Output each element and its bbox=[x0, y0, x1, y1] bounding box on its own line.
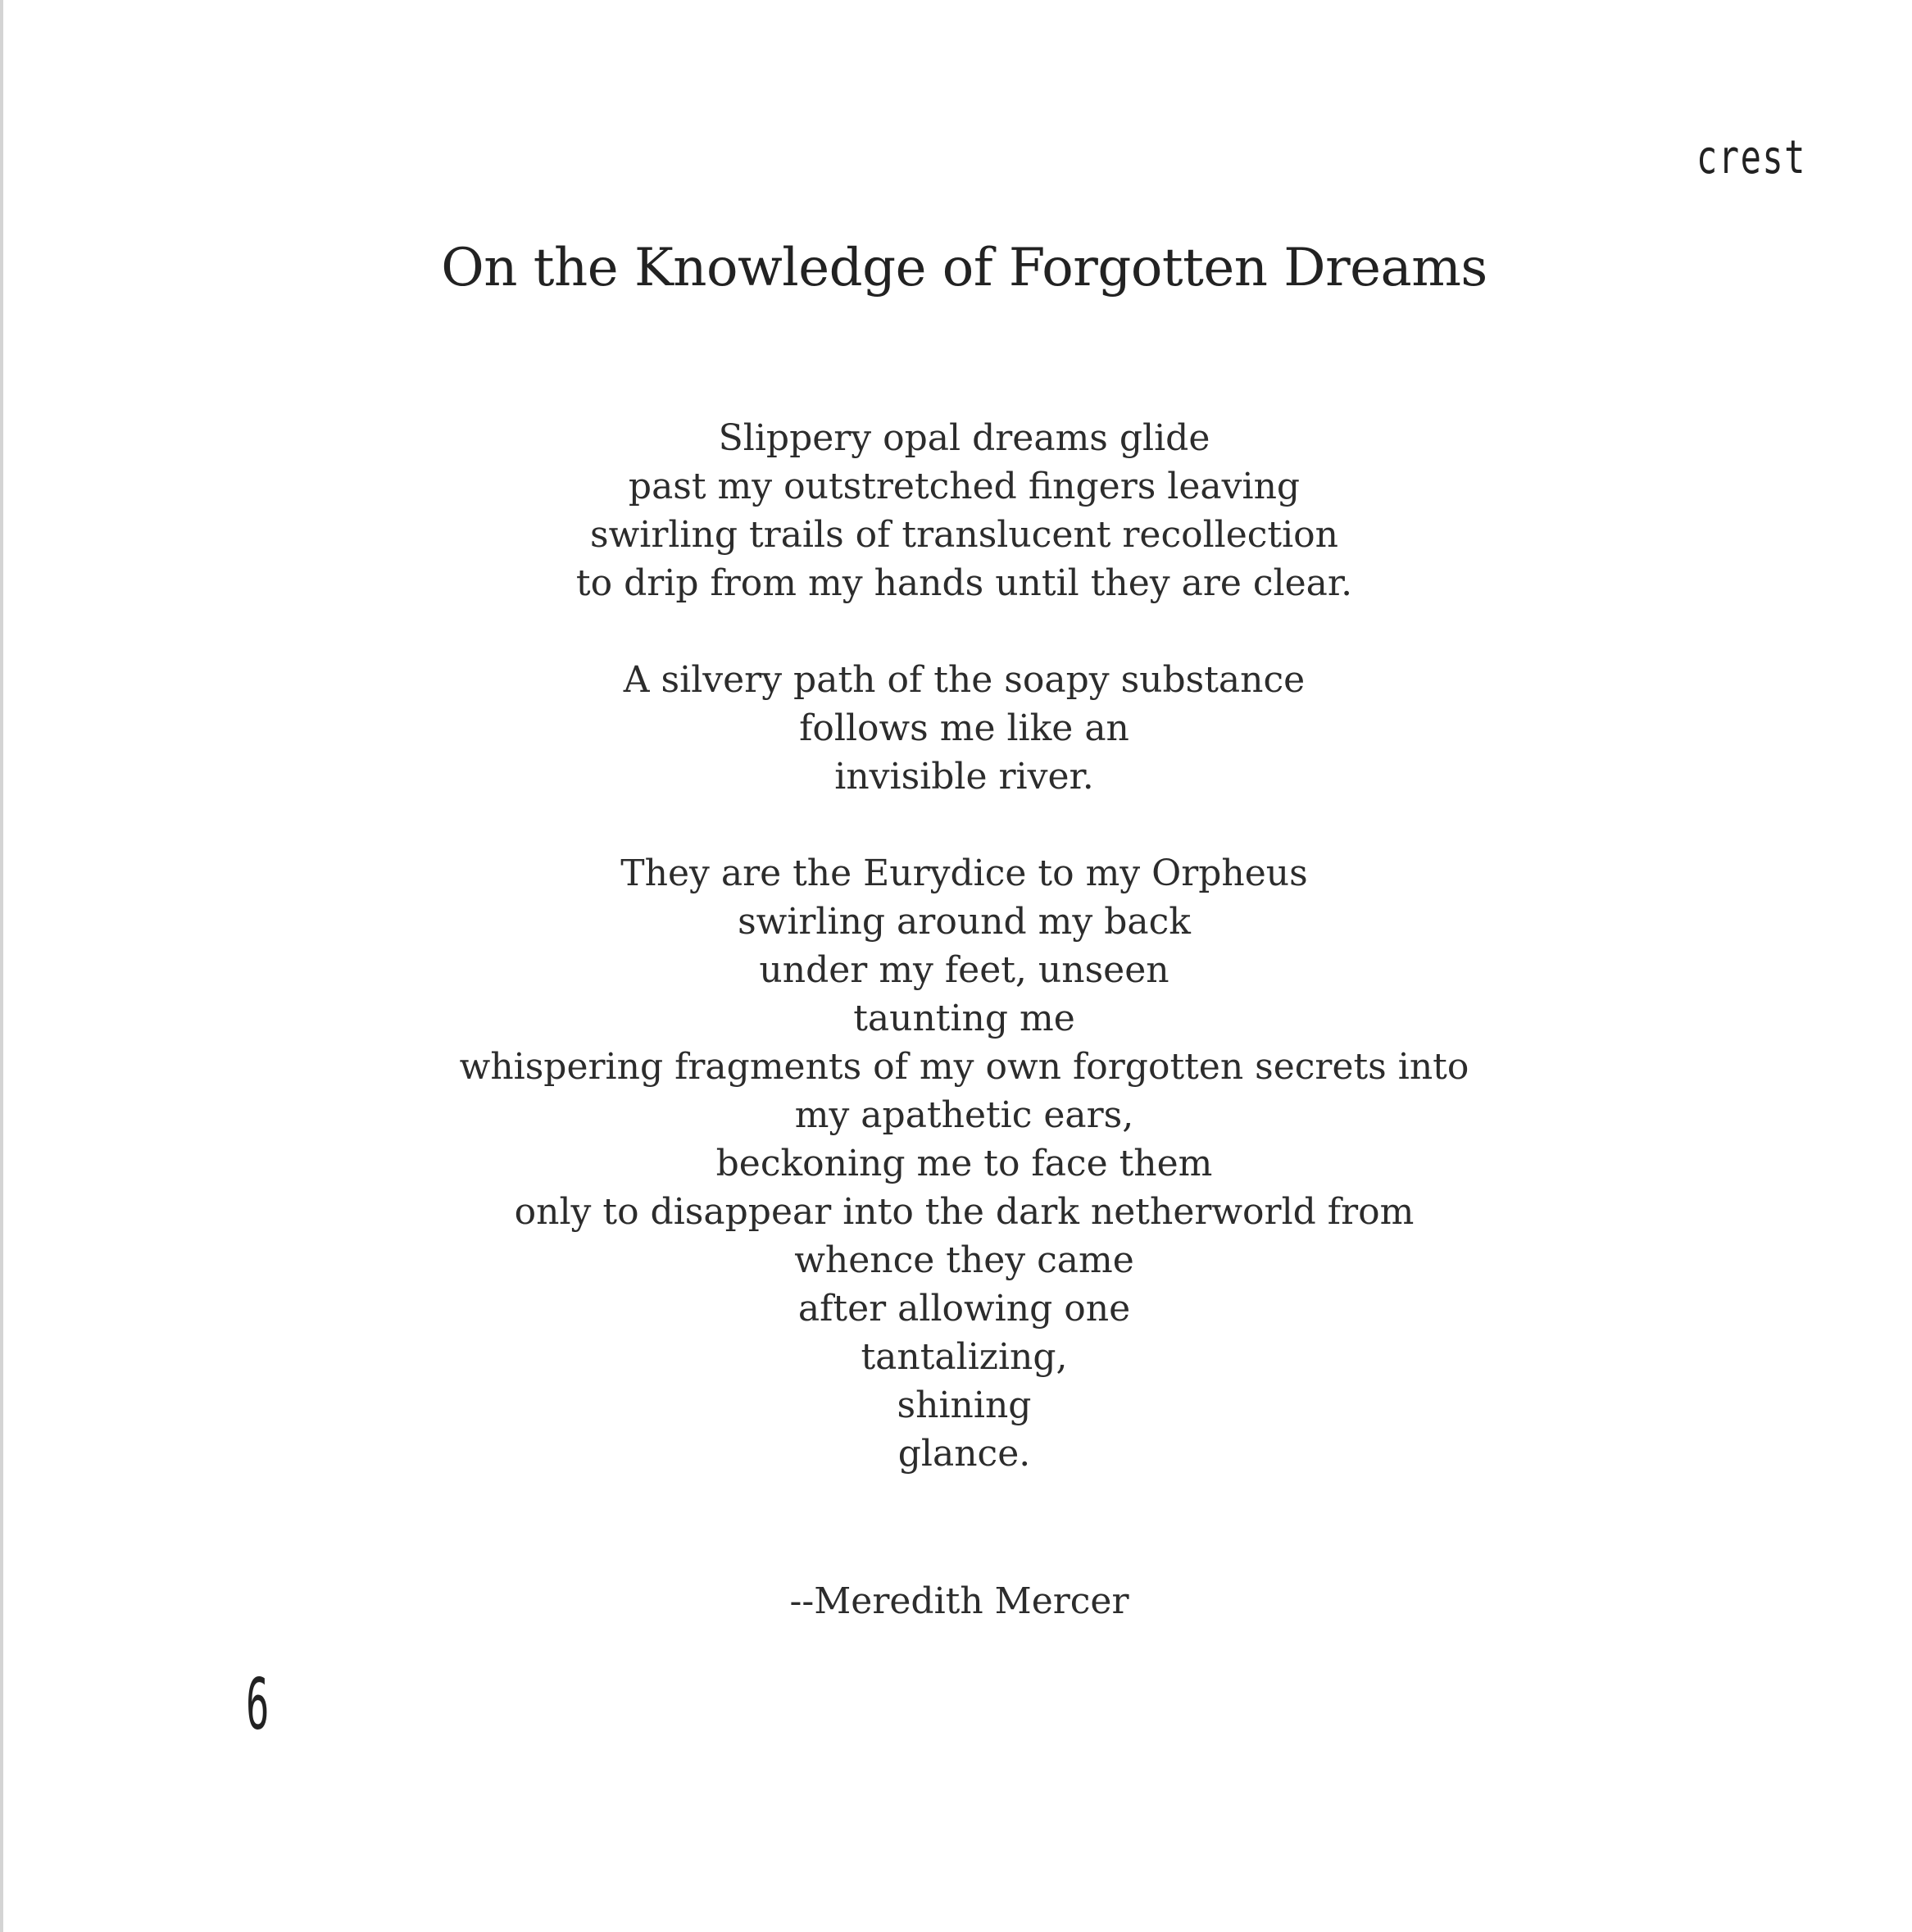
poem-line: A silvery path of the soapy substance bbox=[623, 659, 1306, 701]
poem-line: after allowing one bbox=[797, 1288, 1131, 1330]
poem-line: whence they came bbox=[794, 1239, 1134, 1281]
poem-line: They are the Eurydice to my Orpheus bbox=[620, 852, 1308, 894]
stanza-3 bbox=[16, 849, 1912, 1478]
running-head: crest bbox=[1696, 131, 1806, 184]
poem-author: --Meredith Mercer bbox=[789, 1580, 1129, 1622]
poem-body bbox=[0, 414, 1912, 1526]
poem-line: past my outstretched fingers leaving bbox=[628, 466, 1301, 507]
poem-line: follows me like an bbox=[799, 707, 1129, 749]
poem-line: Slippery opal dreams glide bbox=[718, 417, 1210, 459]
poem-line: only to disappear into the dark netherworld from bbox=[514, 1191, 1415, 1233]
poem-line: to drip from my hands until they are clear. bbox=[575, 562, 1353, 604]
stanza-2 bbox=[16, 656, 1912, 801]
poem-line: taunting me bbox=[853, 998, 1075, 1039]
poem-line: swirling around my back bbox=[738, 901, 1191, 943]
poem-line: my apathetic ears, bbox=[794, 1094, 1134, 1136]
stanza-1 bbox=[16, 414, 1912, 607]
poem-line: glance. bbox=[897, 1433, 1031, 1475]
poem-title: On the Knowledge of Forgotten Dreams bbox=[441, 238, 1487, 298]
poem-line: invisible river. bbox=[834, 756, 1094, 798]
page-number: 6 bbox=[246, 1664, 270, 1746]
poem-line: swirling trails of translucent recollection bbox=[590, 514, 1338, 556]
poem-line: tantalizing, bbox=[861, 1336, 1068, 1378]
poem-line: whispering fragments of my own forgotten secrets into bbox=[459, 1046, 1469, 1088]
poem-line: beckoning me to face them bbox=[715, 1143, 1213, 1184]
poem-line: shining bbox=[897, 1384, 1032, 1426]
poem-line: under my feet, unseen bbox=[759, 949, 1169, 991]
